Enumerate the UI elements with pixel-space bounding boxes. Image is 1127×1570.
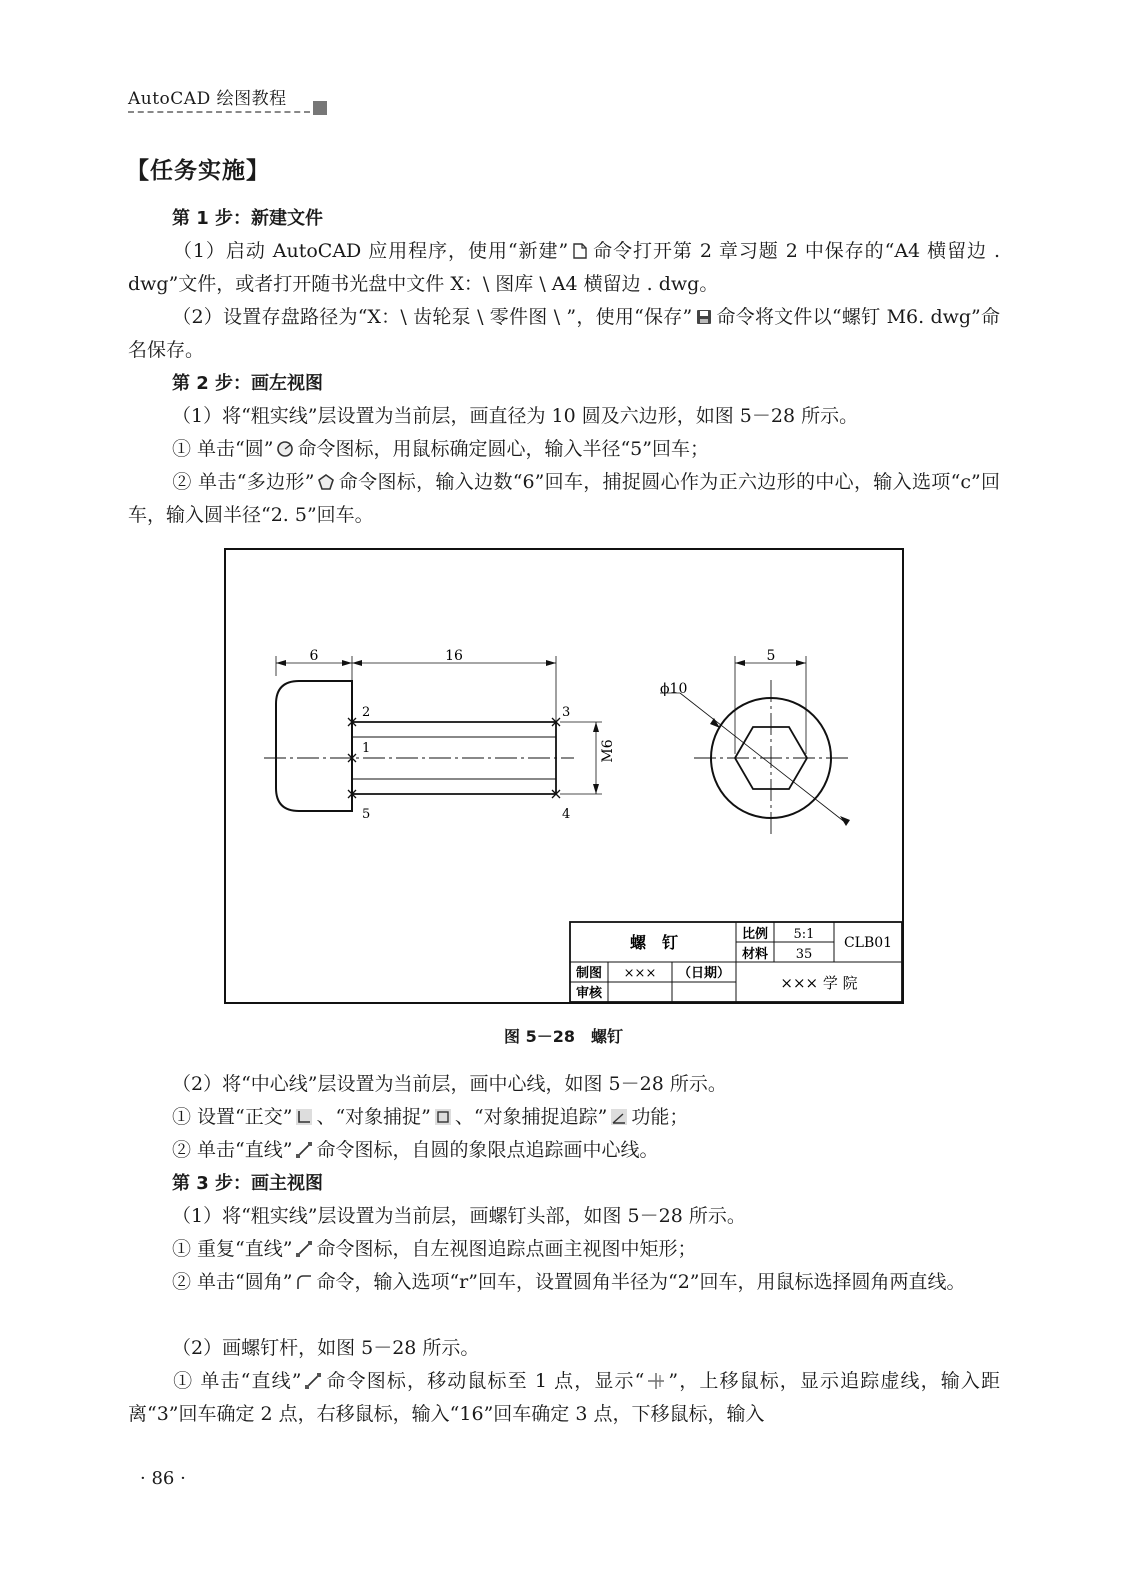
page-number: · 86 · — [140, 1468, 186, 1489]
ortho-icon — [295, 1108, 313, 1126]
point-5: 5 — [362, 807, 371, 822]
tracking-marker-icon — [647, 1372, 665, 1390]
step-3-item-1: （1）将“粗实线”层设置为当前层，画螺钉头部，如图 5－28 所示。 — [172, 1205, 746, 1227]
step-2-item-1: （1）将“粗实线”层设置为当前层，画直径为 10 圆及六边形，如图 5－28 所示。 — [172, 405, 859, 427]
save-icon — [695, 308, 713, 326]
dim-5: 5 — [766, 648, 776, 664]
step-2-item-2b: ② 单击“直线” 命令图标，自圆的象限点追踪画中心线。 — [172, 1139, 659, 1161]
step-2-heading: 第 2 步：画左视图 — [172, 373, 324, 394]
dim-m6: M6 — [600, 739, 616, 763]
step-3-item-1a: ① 重复“直线” 命令图标，自左视图追踪点画主视图中矩形； — [172, 1238, 697, 1260]
step-2-item-1a: ① 单击“圆” 命令图标，用鼠标确定圆心，输入半径“5”回车； — [172, 438, 709, 460]
line-icon — [304, 1372, 322, 1390]
dim-6: 6 — [309, 648, 319, 664]
osnap-icon — [434, 1108, 452, 1126]
point-4: 4 — [562, 807, 571, 822]
circle-icon — [276, 440, 294, 458]
header-rule — [128, 111, 310, 113]
tb-name: 螺 钉 — [629, 933, 679, 952]
header-marker — [313, 101, 327, 115]
step-2-item-2: （2）将“中心线”层设置为当前层，画中心线，如图 5－28 所示。 — [172, 1073, 727, 1095]
header-title: AutoCAD 绘图教程 — [128, 89, 287, 109]
polygon-icon — [317, 473, 335, 491]
dim-phi10: ϕ10 — [660, 681, 688, 697]
line-icon — [295, 1141, 313, 1159]
tb-material-label: 材料 — [741, 947, 769, 962]
step-1-item-1: （1）启动 AutoCAD 应用程序，使用“新建” 命令打开第 2 章习题 2 中保存的“A4 横留边 . dwg”文件，或者打开随书光盘中文件 X：\ 图库 \ A4 横留边 . dwg。 — [128, 240, 1000, 295]
tb-drawn-value: ××× — [623, 966, 657, 981]
step-3-heading: 第 3 步：画主视图 — [172, 1173, 324, 1194]
tb-drawn-label: 制图 — [575, 966, 603, 981]
step-2-item-2a: ① 设置“正交” 、“对象捕捉” 、“对象捕捉追踪” 功能； — [172, 1106, 689, 1128]
tb-scale-label: 比例 — [741, 927, 769, 942]
tb-date-label: （日期） — [677, 966, 731, 981]
step-3-item-1b: ② 单击“圆角” 命令，输入选项“r”回车，设置圆角半径为“2”回车，用鼠标选择圆角两直线。 — [172, 1271, 966, 1293]
point-3: 3 — [562, 705, 571, 720]
tb-material-value: 35 — [795, 947, 813, 962]
figure-5-28 — [224, 548, 904, 1004]
section-title: 【任务实施】 — [126, 158, 270, 184]
step-1-item-2: （2）设置存盘路径为“X：\ 齿轮泵 \ 零件图 \ ”，使用“保存” 命令将文件以“螺钉 M6. dwg”命名保存。 — [128, 306, 1000, 361]
point-1: 1 — [362, 741, 371, 756]
line-icon — [295, 1240, 313, 1258]
otrack-icon — [610, 1108, 628, 1126]
tb-school: ××× 学 院 — [780, 974, 858, 992]
figure-caption: 图 5－28 螺钉 — [504, 1027, 623, 1046]
fillet-icon — [295, 1273, 313, 1291]
step-3-item-2: （2）画螺钉杆，如图 5－28 所示。 — [172, 1337, 480, 1359]
step-3-item-2a: ① 单击“直线” 命令图标，移动鼠标至 1 点，显示“ ”，上移鼠标，显示追踪虚线，输入距离“3”回车确定 2 点，右移鼠标，输入“16”回车确定 3 点，下移鼠标，输入 — [128, 1370, 1001, 1425]
step-1-heading: 第 1 步：新建文件 — [172, 208, 324, 229]
tb-scale-value: 5:1 — [793, 927, 815, 942]
point-2: 2 — [362, 705, 371, 720]
tb-code: CLB01 — [843, 935, 893, 951]
tb-check-label: 审核 — [575, 986, 603, 1001]
dim-16: 16 — [445, 648, 463, 664]
step-2-item-1b: ② 单击“多边形” 命令图标，输入边数“6”回车，捕捉圆心作为正六边形的中心，输入选项“c”回车，输入圆半径“2. 5”回车。 — [128, 471, 1001, 526]
new-file-icon — [571, 242, 589, 260]
